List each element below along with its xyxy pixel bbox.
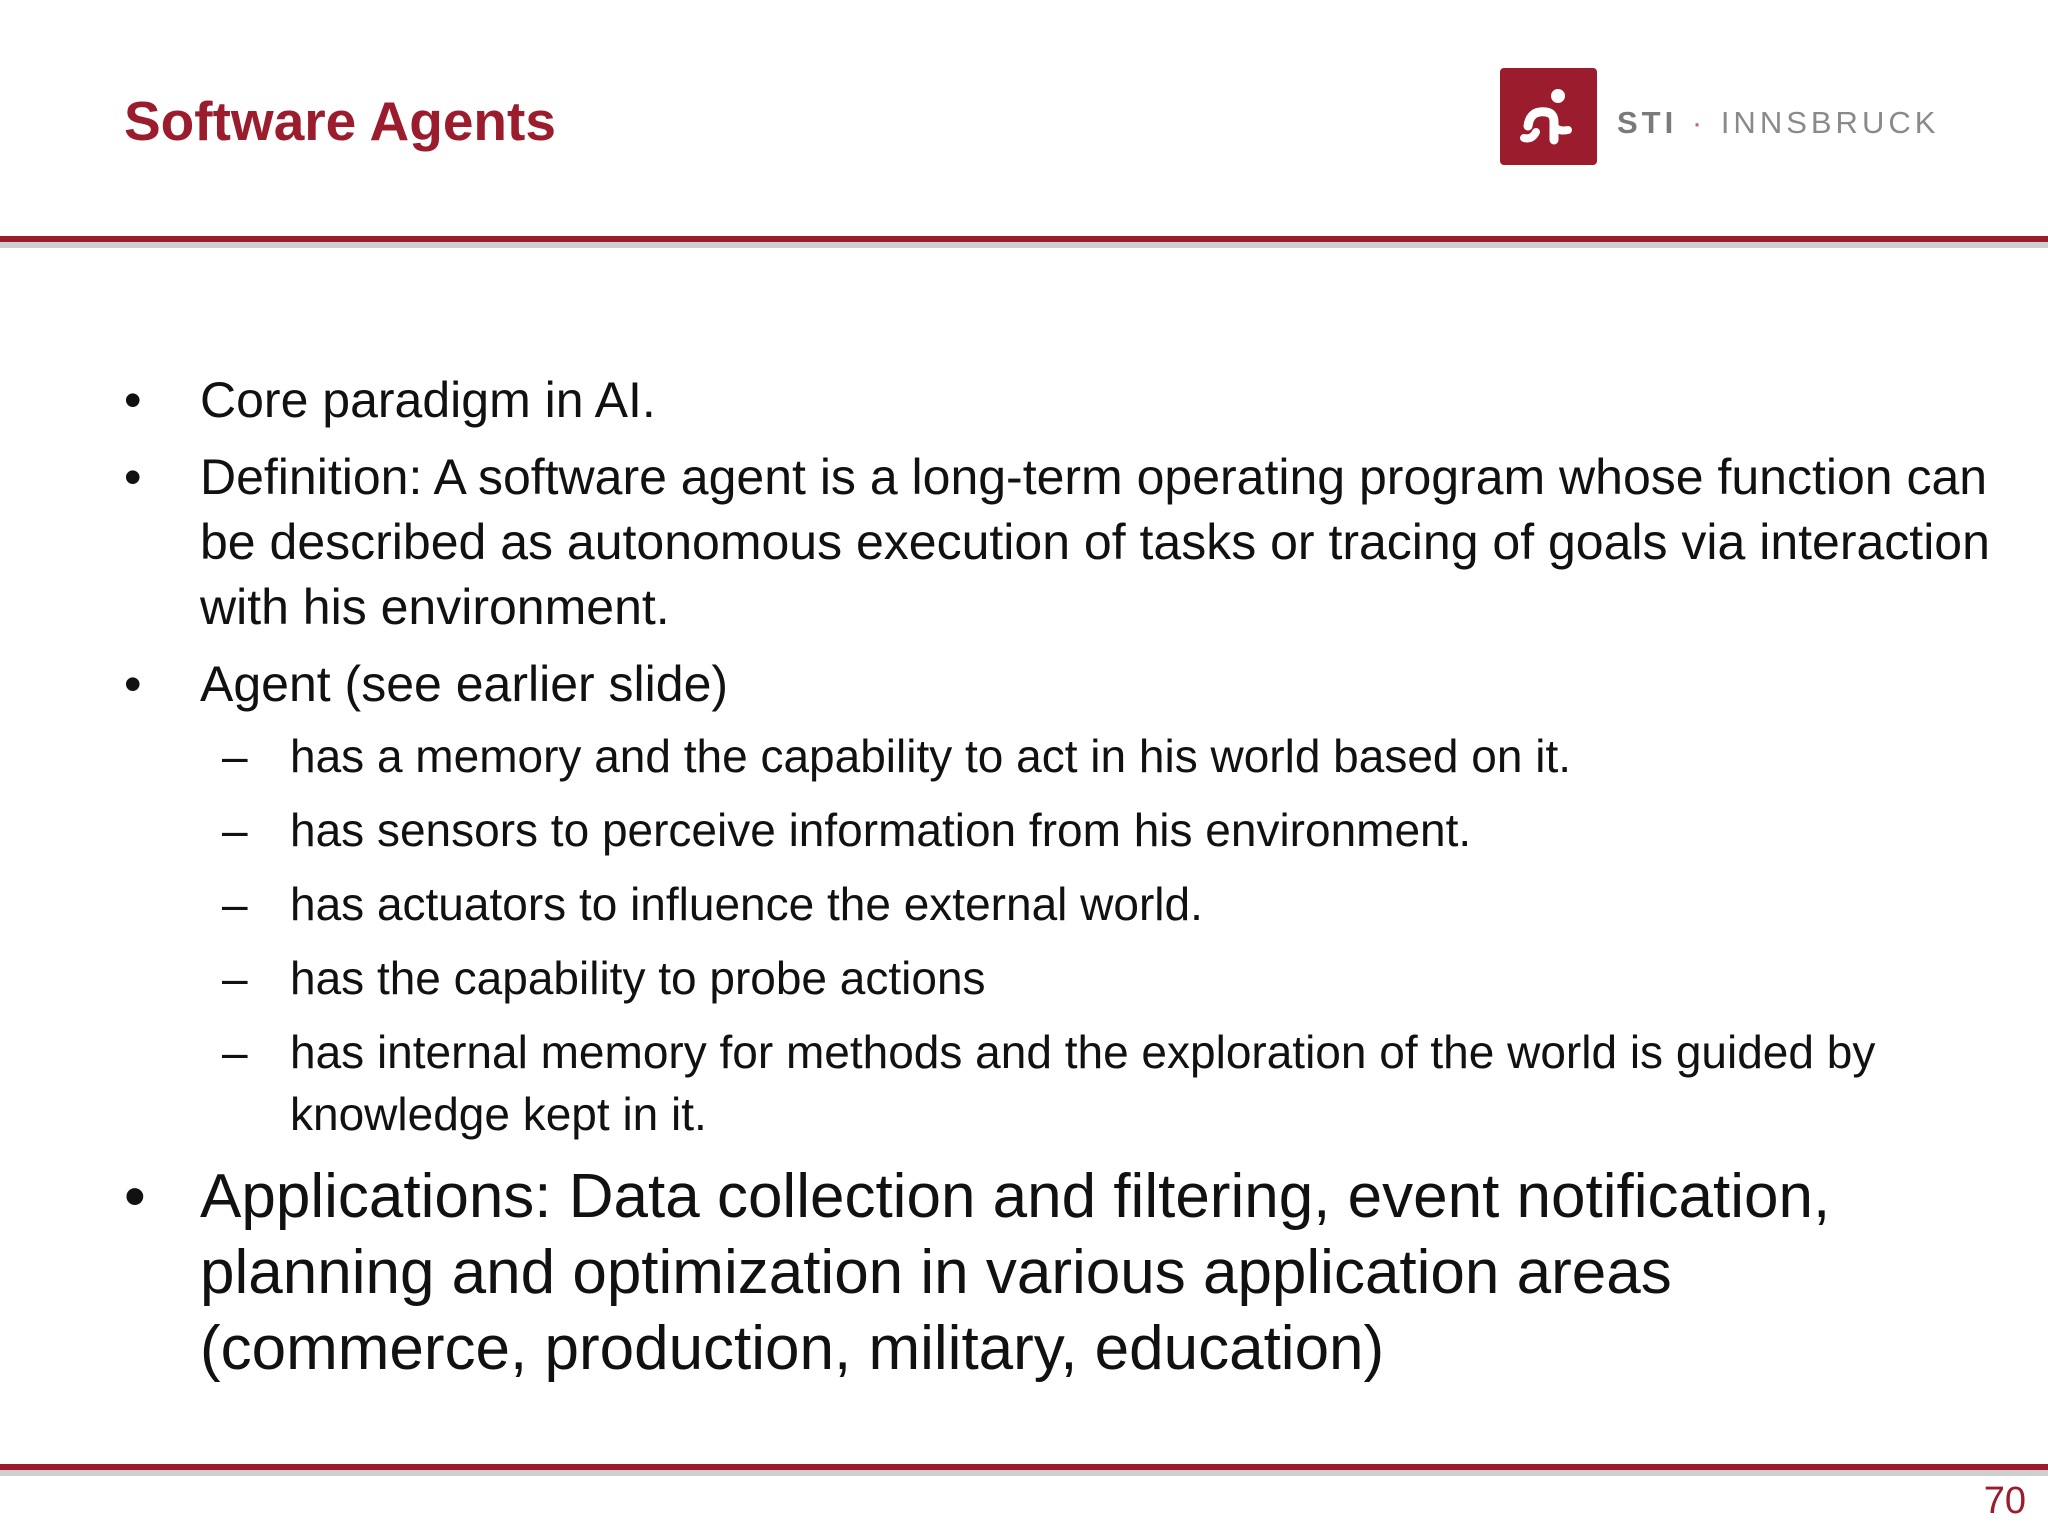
page-number: 70 <box>1983 1480 2026 1522</box>
sub-bullet-text: has the capability to probe actions <box>290 952 986 1004</box>
bullet-marker: • <box>124 656 142 712</box>
bullet-item <box>118 652 1998 717</box>
sti-logo-icon <box>1500 68 1597 165</box>
bullet-text: Definition: A software agent is a long-term operating program whose function can be described as autonomous execution of tasks or tracing of goals via interaction with his environment. <box>200 449 1990 635</box>
sub-bullet-item <box>118 947 1998 1009</box>
footer-divider <box>0 1464 2048 1476</box>
bullet-marker: • <box>124 372 142 428</box>
bullet-text: Core paradigm in AI. <box>200 372 656 428</box>
bullet-item <box>118 445 1998 640</box>
slide-title: Software Agents <box>124 90 556 152</box>
sub-bullet-item <box>118 725 1998 787</box>
bullet-item <box>118 368 1998 433</box>
logo-brand-strong: STI <box>1617 104 1678 140</box>
logo-separator: · <box>1691 104 1707 140</box>
bullet-item-applications <box>118 1159 1998 1387</box>
sub-bullet-marker: – <box>222 804 248 856</box>
sub-bullet-text: has sensors to perceive information from his environment. <box>290 804 1472 856</box>
bullet-text: Agent (see earlier slide) <box>200 656 729 712</box>
sub-bullet-marker: – <box>222 878 248 930</box>
sti-innsbruck-logo <box>1500 68 1939 165</box>
sub-bullet-item <box>118 873 1998 935</box>
sub-bullet-item <box>118 1021 1998 1145</box>
sub-bullet-item <box>118 799 1998 861</box>
slide-content <box>118 368 1998 1387</box>
bullet-marker: • <box>124 1162 146 1231</box>
header-divider <box>0 236 2048 248</box>
bullet-text: Applications: Data collection and filtering, event notification, planning and optimization in various application areas (commerce, production, military, education) <box>200 1162 1831 1383</box>
sub-bullet-marker: – <box>222 1026 248 1078</box>
sub-bullet-marker: – <box>222 730 248 782</box>
logo-brand-rest: INNSBRUCK <box>1720 104 1940 140</box>
sub-bullet-text: has actuators to influence the external world. <box>290 878 1203 930</box>
sub-bullet-marker: – <box>222 952 248 1004</box>
logo-wordmark <box>1617 93 1939 141</box>
sub-bullet-text: has internal memory for methods and the exploration of the world is guided by knowledge kept in it. <box>290 1026 1876 1140</box>
sub-bullet-text: has a memory and the capability to act in his world based on it. <box>290 730 1572 782</box>
bullet-marker: • <box>124 449 142 505</box>
